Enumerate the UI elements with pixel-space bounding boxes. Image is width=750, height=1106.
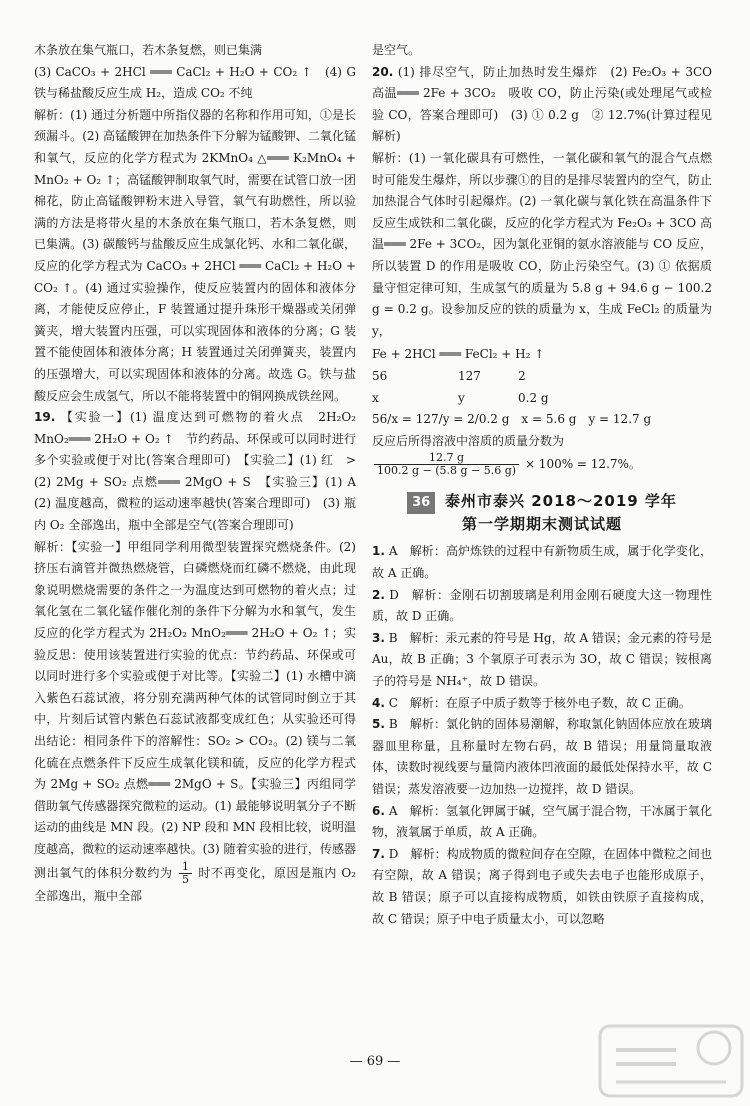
section-header [372, 491, 712, 535]
equation-row [372, 366, 712, 388]
fraction-numerator: 12.7 g [374, 452, 519, 465]
paragraph-q18-analysis: 解析：(1) 通过分析题中所指仪器的名称和作用可知，①是长颈漏斗。(2) 高锰酸钾在加热条件下分解为锰酸钾、二氧化锰和氧气，反应的化学方程式为 2KMnO₄ △═══ K₂MnO₄ + MnO₂ + O₂ ↑；高锰酸钾制取氧气时，需要在试管口放一团棉花，防止高锰酸钾粉末进入导管，氧气有助燃性，所以验满的方法是将带火星的木条放在集气瓶口，若木条复燃，则已集满。(3) 碳酸钙与盐酸反应生成氯化钙、水和二氧化碳，反应的化学方程式为 CaCO₃ + 2HCl ═══ CaCl₂ + H₂O + CO₂ ↑。(4) 通过实验操作，使反应装置内的固体和液体分离，才能使反应停止，F 装置通过提升珠形干燥器或关闭弹簧夹，增大装置内压强，可以实现固体和液体的分离；G 装置不能使固体和液体分离；H 装置通过关闭弹簧夹，装置内的压强增大，可以实现固体和液体的分离。故选 G。铁与盐酸反应会生成氢气，所以不能将装置中的铜网换成铁丝网。 [34, 107, 356, 403]
answer-item [372, 585, 712, 628]
fraction-mass-percent [374, 452, 519, 477]
question-number: 20. [372, 64, 394, 79]
paragraph-q19-end: 是空气。 [372, 43, 421, 57]
question-20 [372, 62, 712, 148]
item-number: 5. [372, 717, 385, 732]
left-column [34, 40, 369, 907]
paragraph-q18-end: 木条放在集气瓶口，若木条复燃，则已集满 [34, 43, 263, 57]
item-text: B 解析：汞元素的符号是 Hg，故 A 错误；金元素的符号是 Au，故 B 正确；3 个氧原子可表示为 3O，故 C 错误；铵根离子的符号是 NH₄⁺，故 D 错误。 [372, 630, 712, 689]
item-number: 2. [372, 587, 385, 602]
section-title: 泰州市泰兴 2018～2019 学年 [444, 492, 677, 511]
paragraph-q20-analysis: 解析：(1) 一氧化碳具有可燃性，一氧化碳和氧气的混合气点燃时可能发生爆炸，所以步骤①的目的是排尽装置内的空气，防止加热混合气体时引起爆炸。(2) 一氧化碳与氧化铁在高温条件下反应生成铁和二氧化碳，反应的化学方程式为 Fe₂O₃ + 3CO 高温═══ 2Fe + 3CO₂，因为氯化亚铜的氨水溶液能与 CO 反应，所以装置 D 的作用是吸收 CO，防止污染空气。(3) ① 依据质量守恒定律可知，生成氢气的质量为 5.8 g + 94.6 g − 100.2 g = 0.2 g。设参加反应的铁的质量为 x，生成 FeCl₂ 的质量为 y， [372, 150, 712, 338]
item-number: 3. [372, 630, 385, 645]
fraction-one-fifth [179, 861, 192, 886]
right-column [372, 40, 712, 930]
equation-row [372, 388, 712, 410]
equation-cell: 56 [372, 368, 388, 383]
equation-cell: x [372, 390, 379, 405]
item-text: C 解析：在原子中质子数等于核外电子数，故 C 正确。 [388, 695, 691, 710]
item-text: D 解析：金刚石切割玻璃是利用金刚石硬度大这一物理性质，故 D 正确。 [372, 587, 712, 624]
equation-cell: y [458, 390, 465, 405]
answer-item [372, 541, 712, 584]
item-number: 7. [372, 846, 385, 861]
q19-analysis-text: 解析：【实验一】甲组同学利用微型装置探究燃烧条件。(2) 挤压右滴管并微热燃烧管，白磷燃烧而红磷不燃烧，由此现象说明燃烧需要的条件之一为温度达到可燃物的着火点；过氧化氢在二氧化锰作催化剂的条件下分解为水和氧气，发生反应的化学方程式为 2H₂O₂ MnO₂═══ 2H₂O + O₂ ↑；实验反思：使用该装置进行实验的优点：节约药品、环保或可以同时进行多个实验或便于对比等。【实验二】(1) 水槽中滴入紫色石蕊试液，将分别充满两种气体的试管同时倒立于其中，片刻后试管内紫色石蕊试液都变成红色；从实验还可得出结论：相同条件下的溶解性：SO₂ > CO₂。(2) 镁与二氧化硫在点燃条件下反应生成氧化镁和硫，反应的化学方程式为 2Mg + SO₂ 点燃═══ 2MgO + S。【实验三】丙组同学借助氧气传感器探究微粒的运动。(1) 最能够说明氧分子不断运动的曲线是 MN 段。(2) NP 段和 MN 段相比较，说明温度越高，微粒的运动速率越快。(3) 随着实验的进行，传感器测出氧气的体积分数约为 [34, 539, 356, 880]
watermark-logo-icon [596, 1020, 746, 1102]
q19-analysis-tail: 时不再变化，原因是瓶内 O₂ 全部逸出，瓶中全部 [34, 865, 356, 903]
equation-cell: Fe + 2HCl ═══ FeCl₂ + H₂ ↑ [372, 347, 545, 362]
section-number-badge: 36 [407, 492, 435, 514]
page-number: — 69 — [349, 1054, 401, 1069]
fraction-numerator: 1 [179, 861, 192, 874]
equation-table [372, 344, 712, 409]
mass-fraction-result: × 100% = 12.7%。 [524, 457, 641, 472]
mass-fraction-intro: 反应后所得溶液中溶质的质量分数为 [372, 433, 565, 448]
answer-item [372, 714, 712, 800]
equation-cell: 2 [518, 368, 526, 383]
section-subtitle: 第一学期期末测试试题 [461, 514, 622, 533]
ratio-line: 56/x = 127/y = 2/0.2 g x = 5.6 g y = 12.7 g [372, 412, 652, 427]
equation-cell: 0.2 g [518, 390, 549, 405]
answer-item [372, 801, 712, 844]
equation-cell: 127 [458, 368, 481, 383]
fraction-denominator: 100.2 g − (5.8 g − 5.6 g) [377, 464, 517, 478]
question-20-answer: (1) 排尽空气，防止加热时发生爆炸 (2) Fe₂O₃ + 3CO 高温═══ 2Fe + 3CO₂ 吸收 CO，防止污染(或处理尾气或检验 CO，答案合理即可) (3) ① 0.2 g ② 12.7%(计算过程见解析) [372, 64, 712, 144]
item-number: 4. [372, 695, 385, 710]
item-text: D 解析：构成物质的微粒间存在空隙，在固体中微粒之间也有空隙，故 A 错误；离子得到电子或失去电子也能形成原子，故 B 错误；原子可以直接构成物质，如铁由铁原子直接构成，故 C 错误；原子中电子质量太小，可以忽略 [372, 846, 712, 926]
item-text: A 解析：氢氧化钾属于碱，空气属于混合物，干冰属于氧化物，液氧属于单质，故 A 正确。 [372, 803, 712, 840]
paragraph-q19-analysis [34, 537, 356, 908]
answer-list [372, 541, 712, 930]
answer-item [372, 628, 712, 693]
item-number: 6. [372, 803, 385, 818]
paragraph-q18-answers: (3) CaCO₃ + 2HCl ═══ CaCl₂ + H₂O + CO₂ ↑ (4) G 铁与稀盐酸反应生成 H₂，造成 CO₂ 不纯 [34, 64, 356, 101]
fraction-denominator: 5 [181, 872, 189, 886]
answer-item [372, 693, 712, 715]
item-text: B 解析：氯化钠的固体易潮解，称取氯化钠固体应放在玻璃器皿里称量，且称量时左物右码，故 B 错误；用量筒量取液体，读数时视线要与量筒内液体凹液面的最低处保持水平，故 C 错误；蒸发溶液要一边加热一边搅拌，故 D 错误。 [372, 717, 712, 796]
question-number: 19. [34, 410, 56, 425]
mass-fraction-formula [372, 452, 712, 477]
equation-row [372, 344, 712, 366]
item-text: A 解析：高炉炼铁的过程中有新物质生成，属于化学变化，故 A 正确。 [372, 544, 712, 581]
section-title-line-1 [372, 491, 712, 514]
question-19-answer: 【实验一】(1) 温度达到可燃物的着火点 2H₂O₂ MnO₂═══ 2H₂O + O₂ ↑ 节约药品、环保或可以同时进行多个实验或便于对比(答案合理即可) 【实验二】(1) 红 > (2) 2Mg + SO₂ 点燃═══ 2MgO + S 【实验三】(1) A (2) 温度越高，微粒的运动速率越快(答案合理即可) (3) 瓶内 O₂ 全部逸出，瓶中全部是空气(答案合理即可) [34, 410, 369, 533]
item-number: 1. [372, 544, 385, 559]
answer-item [372, 844, 712, 930]
question-19 [34, 407, 369, 537]
